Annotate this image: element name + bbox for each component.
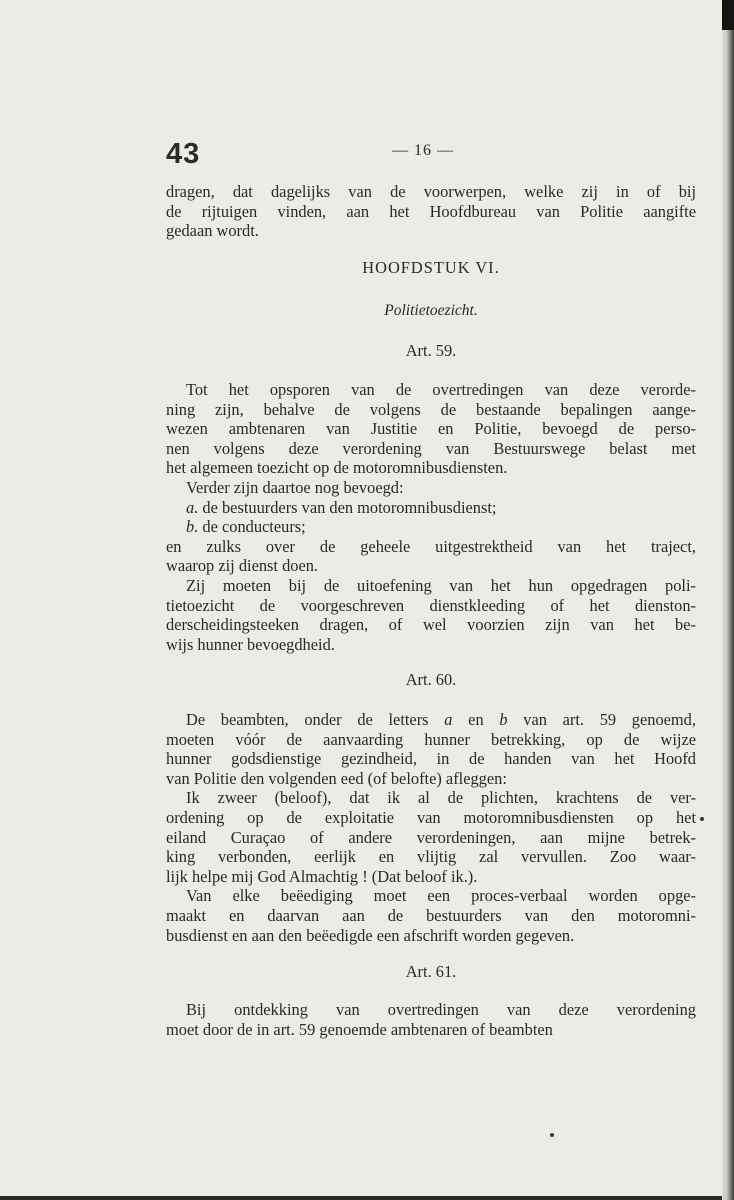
text-line: king verbonden, eerlijk en vlijtig zal vervullen. Zoo waar-	[166, 847, 696, 867]
ink-speck	[550, 1133, 554, 1137]
text-line: Bij ontdekking van overtredingen van deze verordening	[186, 1000, 696, 1019]
text-line: de rijtuigen vinden, aan het Hoofdbureau van Politie aangifte	[166, 201, 696, 221]
article-heading-60: Art. 60.	[405, 670, 457, 689]
page-edge-shadow	[722, 0, 734, 1200]
article-60-body	[166, 710, 696, 945]
list-item-a	[166, 498, 696, 518]
text-line: wijs hunner bevoegdheid.	[166, 634, 335, 654]
text-line: en zulks over de geheele uitgestrektheid van het traject,	[166, 536, 696, 556]
text-line: van Politie den volgenden eed (of belofte) afleggen:	[166, 768, 507, 788]
scan-corner	[722, 0, 734, 30]
article-61-body	[166, 1000, 696, 1039]
text-line: wezen ambtenaren van Justitie en Politie, bevoegd de perso-	[166, 419, 696, 439]
text-line: busdienst en aan den beëedigde een afschrift worden gegeven.	[166, 925, 575, 945]
list-letter: b.	[186, 517, 199, 537]
text-line: ning zijn, behalve de volgens de bestaande bepalingen aange-	[166, 399, 696, 419]
text-line: moeten vóór de aanvaarding hunner betrekking, op de wijze	[166, 729, 696, 749]
text-line: hunner godsdienstige gezindheid, in de handen van het Hoofd	[166, 749, 696, 769]
text-line: dragen, dat dagelijks van de voorwerpen, welke zij in of bij	[166, 182, 696, 201]
list-item-b	[166, 517, 696, 537]
text-line: Tot het opsporen van de overtredingen van deze verorde-	[186, 380, 696, 399]
text-line: gedaan wordt.	[166, 221, 259, 241]
text-line: lijk helpe mij God Almachtig ! (Dat beloof ik.).	[166, 866, 478, 886]
text-line: Verder zijn daartoe nog bevoegd:	[186, 477, 404, 497]
intro-paragraph	[166, 182, 696, 241]
text-line: Ik zweer (beloof), dat ik al de plichten, krachtens de ver-	[186, 788, 696, 808]
text-line: waarop zij dienst doen.	[166, 556, 319, 576]
text-line: ordening op de exploitatie van motoromnibusdiensten op het	[166, 807, 696, 827]
list-text: de conducteurs;	[202, 517, 306, 537]
ink-speck	[700, 817, 704, 821]
text-line: Van elke beëediging moet een proces-verbaal worden opge-	[186, 886, 696, 906]
chapter-subtitle: Politietoezicht.	[384, 302, 478, 319]
page-number-stamp: 43	[166, 138, 201, 170]
list-letter: a.	[186, 497, 199, 517]
text-line: derscheidingsteeken dragen, of wel voorzien zijn van het be-	[166, 615, 696, 635]
folio-number: — 16 —	[392, 142, 454, 159]
list-text: de bestuurders van den motoromnibusdienst;	[202, 497, 497, 517]
text-line: De beambten, onder de letters a en b van art. 59 genoemd,	[186, 710, 696, 729]
text-line: moet door de in art. 59 genoemde ambtenaren of beambten	[166, 1019, 553, 1039]
text-line: maakt en daarvan aan de bestuurders van den motoromni-	[166, 905, 696, 925]
article-59-body	[166, 380, 696, 654]
text-line: Zij moeten bij de uitoefening van het hun opgedragen poli-	[186, 575, 696, 595]
article-heading-61: Art. 61.	[405, 962, 457, 981]
chapter-heading: HOOFDSTUK VI.	[362, 258, 500, 277]
text-line: nen volgens deze verordening van Bestuurswege belast met	[166, 438, 696, 458]
text-line: het algemeen toezicht op de motoromnibusdiensten.	[166, 458, 508, 478]
text-line: tietoezicht de voorgeschreven dienstkleeding of het dienston-	[166, 595, 696, 615]
article-heading-59: Art. 59.	[405, 341, 457, 360]
text-line: eiland Curaçao of andere verordeningen, aan mijne betrek-	[166, 827, 696, 847]
